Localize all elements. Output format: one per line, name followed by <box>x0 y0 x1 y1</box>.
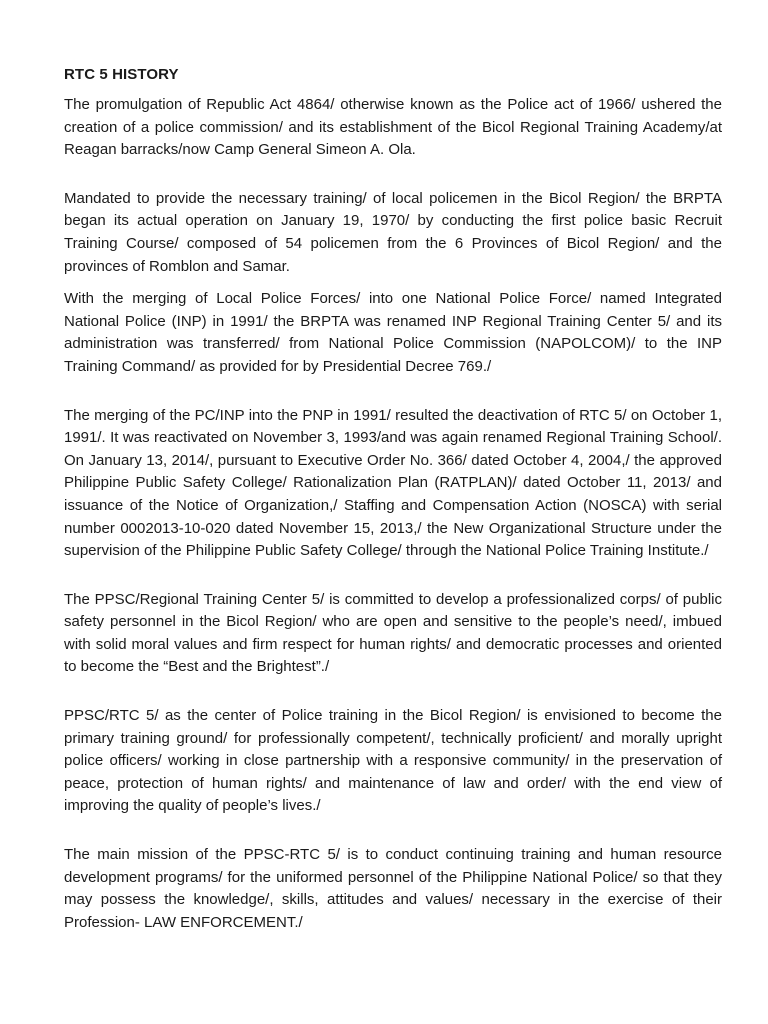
paragraph-inp-merger: With the merging of Local Police Forces/ into one National Police Force/ named Integrated National Police (INP) in 1991/ the BRPTA was renamed INP Regional Training Center 5/ and its administration was transferred/ from National Police Commission (NAPOLCOM)/ to the INP Training Command/ as provided for by Presidential Decree 769./ <box>64 290 722 375</box>
paragraph-pnp-reactivation: The merging of the PC/INP into the PNP in 1991/ resulted the deactivation of RTC 5/ on October 1, 1991/. It was reactivated on November 3, 1993/and was again renamed Regional Training School/. On January 13, 2014/, pursuant to Executive Order No. 366/ dated October 4, 2004,/ the approved Philippine Public Safety College/ Rationalization Plan (RATPLAN)/ dated October 11, 2013/ and issuance of the Notice of Organization,/ Staffing and Compensation Action (NOSCA) with serial number 0002013-10-020 dated November 15, 2013,/ the New Organizational Structure under the supervision of the Philippine Public Safety College/ through the National Police Training Institute./ <box>64 406 722 560</box>
paragraph-vision: PPSC/RTC 5/ as the center of Police training in the Bicol Region/ is envisioned to become the primary training ground/ for professionally competent/, technically proficient/ and morally upright police officers/ working in close partnership with a responsive community/ in the preservation of peace, protection of human rights/ and maintenance of law and order/ with the end view of improving the quality of people’s lives./ <box>64 707 722 815</box>
paragraph-brpta-operation: Mandated to provide the necessary training/ of local policemen in the Bicol Region/ the BRPTA began its actual operation on January 19, 1970/ by conducting the first police basic Recruit Training Course/ composed of 54 policemen from the 6 Provinces of Bicol Region/ and the provinces of Romblon and Samar. <box>64 189 722 275</box>
paragraph-mission: The main mission of the PPSC-RTC 5/ is to conduct continuing training and human resource development programs/ for the uniformed personnel of the Philippine National Police/ so that they may possess the knowledge/, skills, attitudes and values/ necessary in the exercise of their Profession- LAW ENFORCEMENT./ <box>64 846 722 931</box>
paragraph-commitment: The PPSC/Regional Training Center 5/ is committed to develop a professionalized corps/ of public safety personnel in the Bicol Region/ who are open and sensitive to the people’s need/, imbued with solid moral values and firm respect for human rights/ and democratic processes and oriented to become the “Best and the Brightest”./ <box>64 590 722 676</box>
paragraph-gap <box>64 162 722 188</box>
paragraph-gap <box>64 679 722 705</box>
page-title: RTC 5 HISTORY <box>64 66 179 83</box>
paragraph-gap <box>64 818 722 844</box>
paragraph-gap <box>64 278 722 288</box>
paragraph-gap <box>64 563 722 589</box>
paragraph-history-origin: The promulgation of Republic Act 4864/ otherwise known as the Police act of 1966/ ushered the creation of a police commission/ and its establishment of the Bicol Regional Training Academy/at Reagan barracks/now Camp General Simeon A. Ola. <box>64 96 722 159</box>
paragraph-gap <box>64 379 722 405</box>
